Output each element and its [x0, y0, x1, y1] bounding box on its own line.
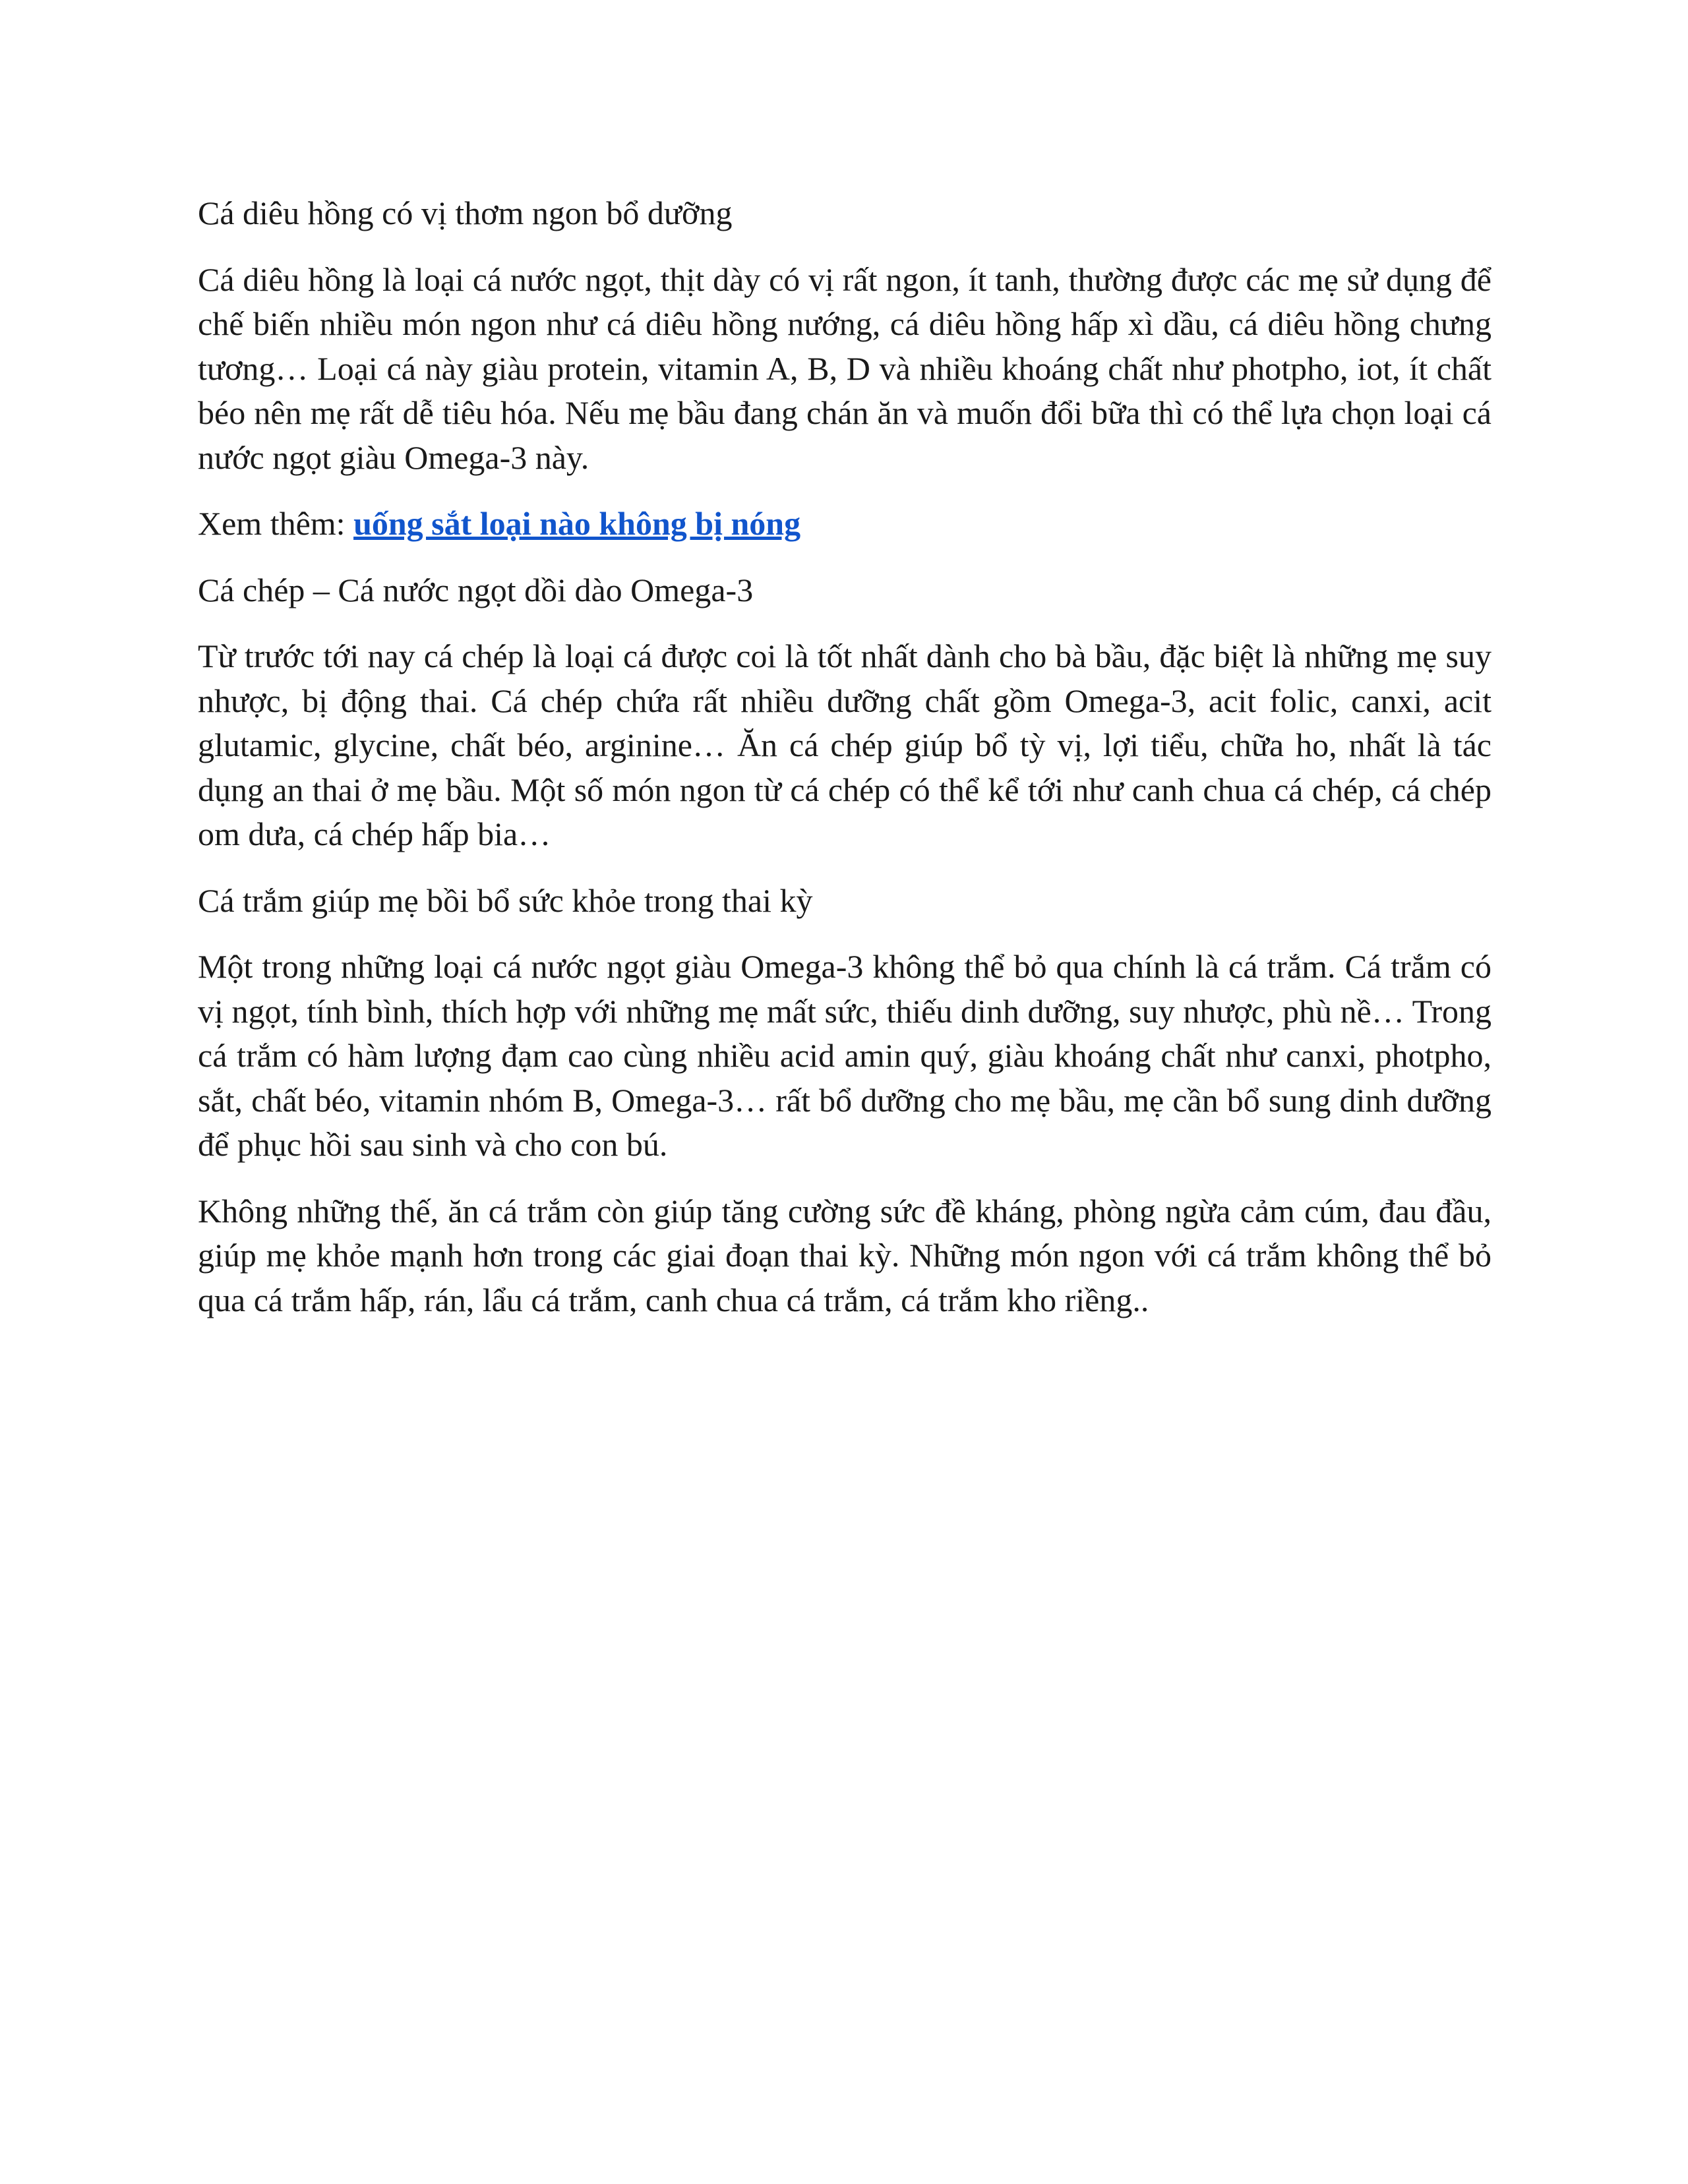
see-more-link[interactable]: uống sắt loại nào không bị nóng	[353, 505, 801, 542]
document-body	[198, 191, 1492, 1344]
section-paragraph-ca-tram-2: Không những thế, ăn cá trắm còn giúp tăng cường sức đề kháng, phòng ngừa cảm cúm, đau đầu, giúp mẹ khỏe mạnh hơn trong các giai đoạn thai kỳ. Những món ngon với cá trắm không thể bỏ qua cá trắm hấp, rán, lẩu cá trắm, canh chua cá trắm, cá trắm kho riềng..	[198, 1192, 1492, 1318]
section-paragraph-ca-dieu-hong: Cá diêu hồng là loại cá nước ngọt, thịt dày có vị rất ngon, ít tanh, thường được các mẹ sử dụng để chế biến nhiều món ngon như cá diêu hồng nướng, cá diêu hồng hấp xì dầu, cá diêu hồng chưng tương… Loại cá này giàu protein, vitamin A, B, D và nhiều khoáng chất như photpho, iot, ít chất béo nên mẹ rất dễ tiêu hóa. Nếu mẹ bầu đang chán ăn và muốn đổi bữa thì có thể lựa chọn loại cá nước ngọt giàu Omega-3 này.	[198, 260, 1492, 476]
section-paragraph-ca-chep: Từ trước tới nay cá chép là loại cá được coi là tốt nhất dành cho bà bầu, đặc biệt là những mẹ suy nhược, bị động thai. Cá chép chứa rất nhiều dưỡng chất gồm Omega-3, acit folic, canxi, acit glutamic, glycine, chất béo, arginine… Ăn cá chép giúp bổ tỳ vị, lợi tiểu, chữa ho, nhất là tác dụng an thai ở mẹ bầu. Một số món ngon từ cá chép có thể kể tới như canh chua cá chép, cá chép om dưa, cá chép hấp bia…	[198, 637, 1492, 852]
section-heading-ca-dieu-hong: Cá diêu hồng có vị thơm ngon bổ dưỡng	[198, 194, 733, 231]
section-paragraph-ca-tram: Một trong những loại cá nước ngọt giàu Omega-3 không thể bỏ qua chính là cá trắm. Cá trắm có vị ngọt, tính bình, thích hợp với những mẹ mất sức, thiếu dinh dưỡng, suy nhược, phù nề… Trong cá trắm có hàm lượng đạm cao cùng nhiều acid amin quý, giàu khoáng chất như canxi, photpho, sắt, chất béo, vitamin nhóm B, Omega-3… rất bổ dưỡng cho mẹ bầu, mẹ cần bổ sung dinh dưỡng để phục hồi sau sinh và cho con bú.	[198, 948, 1492, 1163]
section-heading-ca-chep: Cá chép – Cá nước ngọt dồi dào Omega-3	[198, 571, 754, 608]
see-more-line	[198, 502, 1492, 546]
see-more-prefix: Xem thêm:	[198, 505, 354, 542]
section-heading-ca-tram: Cá trắm giúp mẹ bồi bổ sức khỏe trong thai kỳ	[198, 881, 813, 919]
